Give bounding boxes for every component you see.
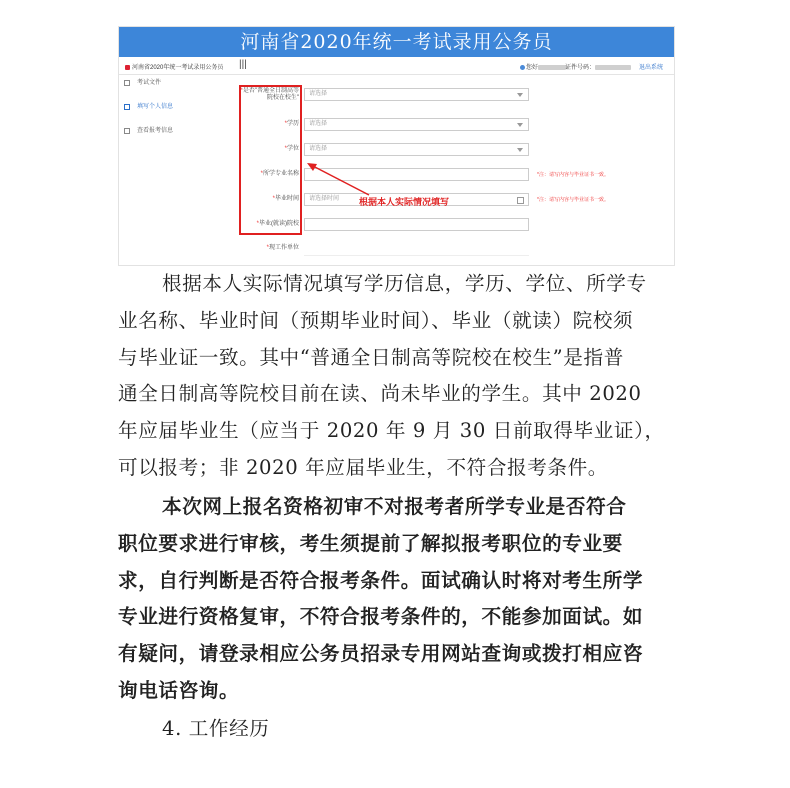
text-line: 业名称、毕业时间（预期毕业时间）、毕业（就读）院校须 [118, 308, 634, 332]
field-note: *注：请写内容与毕业证书一致。 [537, 172, 609, 178]
section-heading-work-experience [118, 711, 673, 748]
field-note: *注：请写内容与毕业证书一致。 [537, 197, 609, 203]
paragraph-education-info [118, 266, 673, 487]
menu-icon[interactable]: ||| [239, 59, 247, 70]
text-line: 本次网上报名资格初审不对报考者所学专业是否符合 [162, 495, 627, 518]
text-line: 专业进行资格复审，不符合报考条件的，不能参加面试。如 [118, 605, 644, 629]
annotation-arrow [119, 27, 674, 265]
sidebar-item-exam-files[interactable]: 考试文件 [119, 77, 209, 89]
field-label: *所学专业名称 [260, 171, 299, 177]
field-label: *学位 [284, 146, 299, 152]
sidebar-item-view-registration[interactable]: 查看报考信息 [119, 125, 209, 137]
education-select[interactable]: 请选择 [304, 118, 529, 131]
logout-link[interactable]: 退出系统 [639, 65, 664, 71]
field-label: *毕业(就读)院校 [256, 221, 299, 227]
form-screenshot [118, 26, 675, 266]
text-line: 职位要求进行审核，考生须提前了解拟报考职位的专业要 [118, 531, 623, 555]
graduation-date-picker[interactable]: 请选择时间 [304, 193, 529, 206]
site-name: 河南省2020年统一考试录用公务员 [125, 62, 223, 71]
annotation-callout: 根据本人实际情况填写 [359, 198, 450, 208]
text-line: 通全日制高等院校目前在读、尚未毕业的学生。其中 2020 [118, 382, 642, 406]
text-line: 可以报考；非 2020 年应届毕业生，不符合报考条件。 [118, 455, 608, 479]
text-line: 有疑问，请登录相应公务员招录专用网站查询或拨打相应咨 [118, 642, 644, 666]
text-line: 求，自行判断是否符合报考条件。面试确认时将对考生所学 [118, 568, 644, 592]
text-line: 与毕业证一致。其中“普通全日制高等院校在校生”是指普 [118, 345, 624, 369]
text-line: 年应届毕业生（应当于 2020 年 9 月 30 日前取得毕业证）， [118, 419, 665, 443]
id-number: 证件号码： [565, 62, 631, 71]
field-label: *现工作单位 [266, 245, 299, 251]
text-line: 询电话咨询。 [118, 678, 240, 702]
banner-title: 河南省2020年统一考试录用公务员 [119, 27, 674, 57]
fulltime-student-select[interactable]: 请选择 [304, 88, 529, 101]
text-line: 根据本人实际情况填写学历信息，学历、学位、所学专 [162, 272, 647, 295]
field-label: *是否"普通全日制高等院校在校生" [240, 88, 299, 101]
field-label: *毕业时间 [272, 196, 299, 202]
sidebar-item-fill-info[interactable]: 填写个人信息 [119, 101, 209, 113]
degree-select[interactable]: 请选择 [304, 143, 529, 156]
user-greeting: 您好 [520, 62, 566, 71]
field-label: *学历 [284, 121, 299, 127]
text-line: 4. 工作经历 [162, 717, 270, 740]
paragraph-major-review [118, 489, 673, 710]
